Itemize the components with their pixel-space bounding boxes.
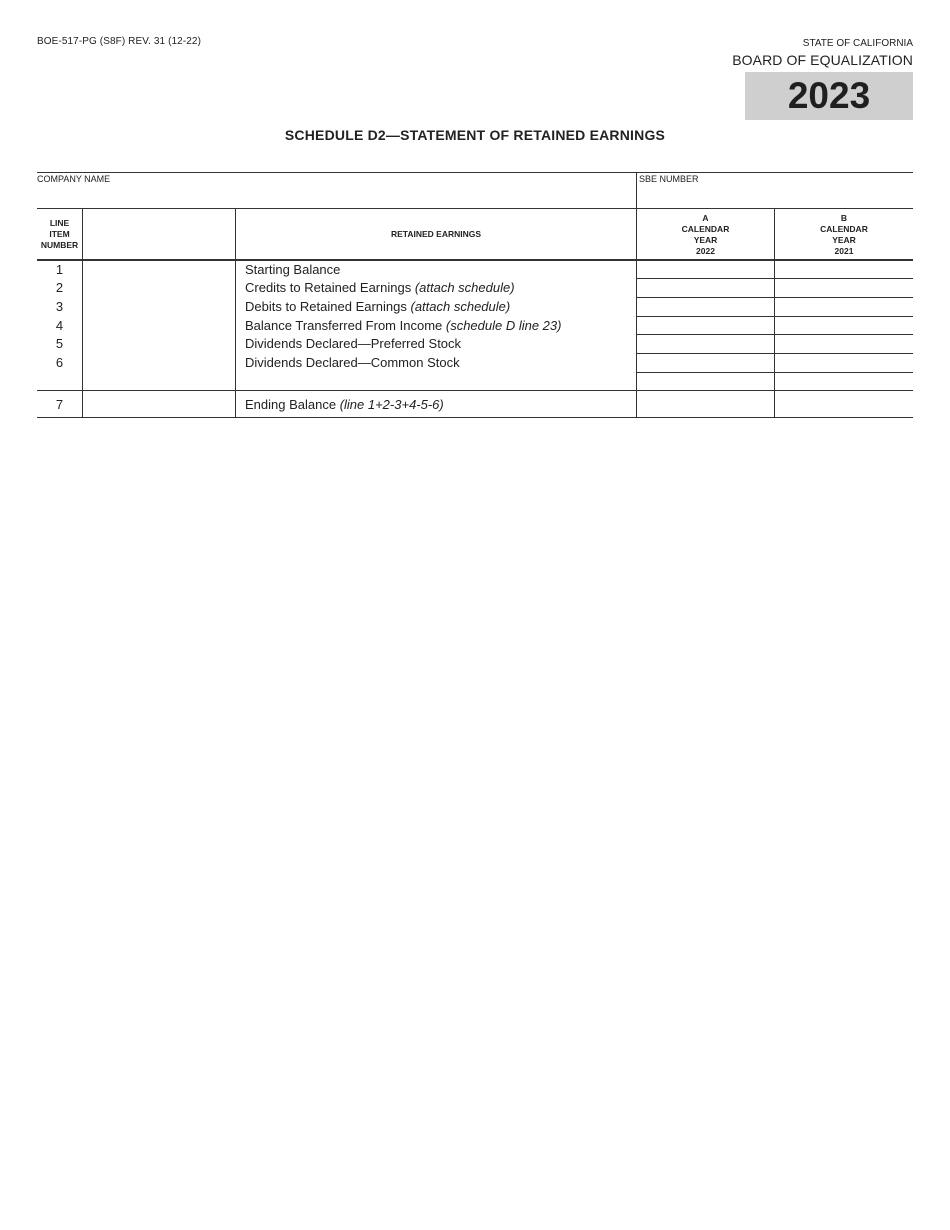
grid-h7 (37, 390, 913, 391)
line-number-2: 2 (55, 280, 64, 295)
cell-a-line-7[interactable] (637, 392, 774, 416)
cell-b-line-5[interactable] (775, 335, 913, 353)
page-title: SCHEDULE D2—STATEMENT OF RETAINED EARNINGS (284, 127, 666, 143)
row-label-2-note: (attach schedule) (414, 280, 515, 295)
row-label-4 (245, 318, 561, 333)
cell-b-line-7[interactable] (775, 392, 913, 416)
col-a-header-1: A (702, 213, 709, 223)
table-bottom-rule (37, 417, 913, 418)
cell-b-line-4[interactable] (775, 317, 913, 335)
row-label-2 (245, 280, 515, 295)
line-number-7: 7 (55, 397, 64, 412)
row-label-5 (245, 336, 461, 351)
company-name-field[interactable] (37, 186, 633, 206)
cell-a-line-6[interactable] (637, 354, 774, 372)
line-number-5: 5 (55, 336, 64, 351)
cell-b-line-6[interactable] (775, 354, 913, 372)
company-name-label: COMPANY NAME (37, 174, 111, 184)
cell-a-line-1[interactable] (637, 260, 774, 278)
row-label-3-note: (attach schedule) (410, 299, 511, 314)
col-a-header (637, 213, 774, 257)
board-name: BOARD OF EQUALIZATION (732, 52, 913, 68)
line-number-4: 4 (55, 318, 64, 333)
sbe-number-field[interactable] (639, 186, 911, 206)
col-a-header-4: 2022 (696, 246, 715, 256)
row-label-2-text: Credits to Retained Earnings (245, 280, 415, 295)
col-line-header-1: LINE (49, 218, 70, 228)
row-label-5-text: Dividends Declared—Preferred Stock (245, 336, 462, 351)
col-b-header-4: 2021 (834, 246, 854, 256)
form-id: BOE-517-PG (S8F) REV. 31 (12-22) (37, 36, 202, 47)
header-top-rule (37, 208, 913, 209)
row-label-3 (245, 299, 510, 314)
col-b-header-1: B (840, 213, 848, 223)
col-b-header (775, 213, 913, 257)
col-a-header-2: CALENDAR (681, 224, 730, 234)
row-label-1-text: Starting Balance (245, 262, 341, 277)
col-b-header-2: CALENDAR (820, 224, 868, 234)
row-label-3-text: Debits to Retained Earnings (245, 299, 411, 314)
col-b-header-3: YEAR (832, 235, 856, 245)
line-number-3: 3 (55, 299, 64, 314)
col-line-header-3: NUMBER (40, 240, 79, 250)
cell-a-line-3[interactable] (637, 298, 774, 316)
line-number-6: 6 (55, 355, 64, 370)
cell-b-line-1[interactable] (775, 260, 913, 278)
year-badge: 2023 (745, 72, 913, 120)
grid-v2 (235, 208, 236, 418)
col-line-header-2: ITEM (49, 229, 70, 239)
sbe-number-label: SBE NUMBER (639, 174, 699, 184)
row-label-6 (245, 355, 460, 370)
row-label-6-text: Dividends Declared—Common Stock (245, 355, 460, 370)
col-a-header-3: YEAR (693, 235, 718, 245)
cell-a-line-4[interactable] (637, 317, 774, 335)
grid-h6 (636, 372, 913, 373)
grid-v1 (82, 208, 83, 418)
row-label-4-note: (schedule D line 23) (445, 318, 562, 333)
cell-b-line-2[interactable] (775, 279, 913, 297)
row-label-7-text: Ending Balance (245, 397, 340, 412)
col-line-header (37, 218, 82, 251)
line-number-1: 1 (55, 262, 64, 277)
row-label-7 (245, 397, 444, 412)
col-desc-header: RETAINED EARNINGS (390, 229, 482, 239)
cell-b-line-3[interactable] (775, 298, 913, 316)
state-name: STATE OF CALIFORNIA (802, 38, 913, 49)
cell-a-line-2[interactable] (637, 279, 774, 297)
row-label-7-note: (line 1+2-3+4-5-6) (339, 397, 444, 412)
row-label-1 (245, 262, 340, 277)
row-label-4-text: Balance Transferred From Income (245, 318, 446, 333)
cell-a-line-5[interactable] (637, 335, 774, 353)
field-top-rule (37, 172, 913, 173)
